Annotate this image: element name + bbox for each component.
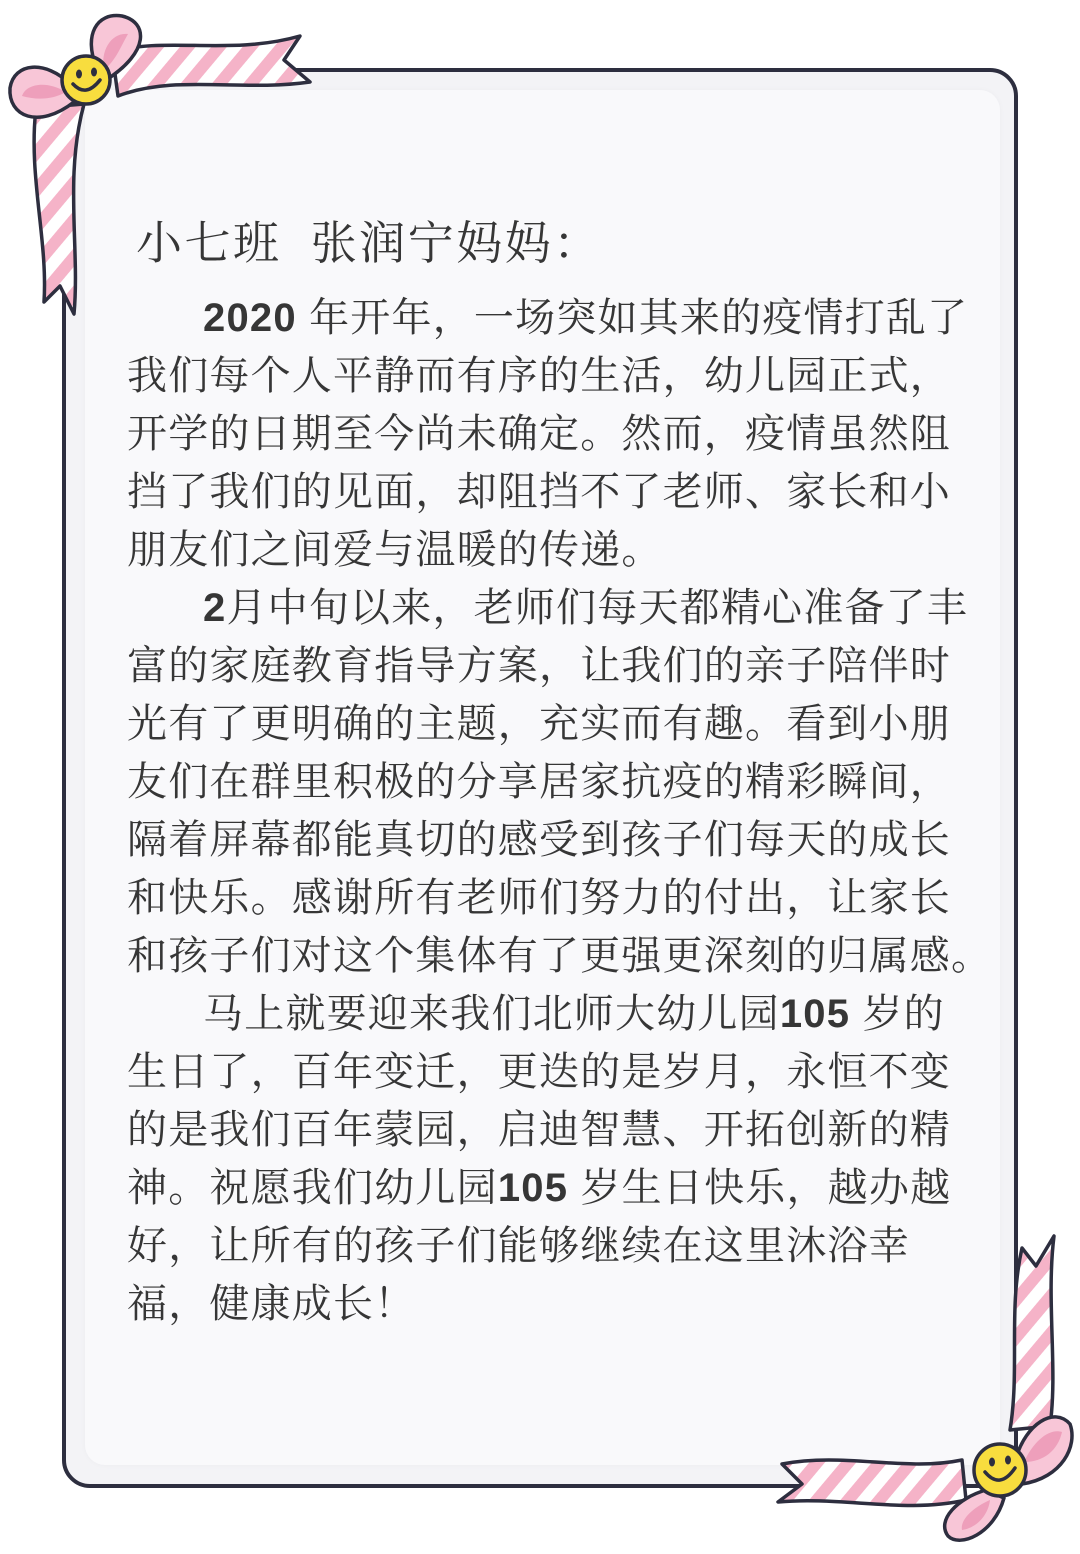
bow-loop-lower	[945, 1490, 1004, 1540]
number-text: 2020	[203, 296, 297, 340]
text-line: 2月中旬以来，老师们每天都精心准备了丰	[203, 586, 969, 630]
text-line: 我们每个人平静而有序的生活，幼儿园正式，	[127, 354, 951, 398]
letter-body	[127, 289, 992, 1333]
text-line: 光有了更明确的主题，充实而有趣。看到小朋	[127, 702, 951, 746]
text-line: 朋友们之间爱与温暖的传递。	[127, 528, 663, 572]
bow-loop-lower-fold	[962, 1500, 990, 1530]
text-line: 富的家庭教育指导方案，让我们的亲子陪伴时	[127, 644, 951, 688]
paragraph	[127, 985, 992, 1333]
number-text: 2	[203, 586, 227, 630]
text-line: 和快乐。感谢所有老师们努力的付出，让家长	[127, 876, 951, 920]
bow-loop-right-fold	[1024, 1431, 1062, 1462]
number-text: 105	[497, 1166, 569, 1210]
number-text: 105	[779, 992, 851, 1036]
text-line: 2020 年开年，一场突如其来的疫情打乱了	[203, 296, 969, 340]
text-line: 开学的日期至今尚未确定。然而，疫情虽然阻	[127, 412, 951, 456]
text-line: 的是我们百年蒙园，启迪智慧、开拓创新的精	[127, 1108, 951, 1152]
text-line: 隔着屏幕都能真切的感受到孩子们每天的成长	[127, 818, 951, 862]
text-line: 友们在群里积极的分享居家抗疫的精彩瞬间，	[127, 760, 951, 804]
text-line: 挡了我们的见面，却阻挡不了老师、家长和小	[127, 470, 951, 514]
text-line: 马上就要迎来我们北师大幼儿园105 岁的	[203, 992, 945, 1036]
paragraph	[127, 579, 992, 985]
paragraph	[127, 289, 992, 579]
text-line: 生日了，百年变迁，更迭的是岁月，永恒不变	[127, 1050, 951, 1094]
letter-salutation: 小七班 张润宁妈妈：	[136, 217, 602, 269]
text-line: 福，健康成长！	[127, 1282, 416, 1326]
text-line: 和孩子们对这个集体有了更强更深刻的归属感。	[127, 934, 993, 978]
bow-loop-upper-fold	[103, 34, 128, 70]
bow-loop-left-fold	[22, 85, 66, 99]
text-line: 神。祝愿我们幼儿园105 岁生日快乐，越办越	[127, 1166, 952, 1210]
bow-loop-right	[1016, 1417, 1072, 1484]
text-line: 好，让所有的孩子们能够继续在这里沐浴幸	[127, 1224, 910, 1268]
